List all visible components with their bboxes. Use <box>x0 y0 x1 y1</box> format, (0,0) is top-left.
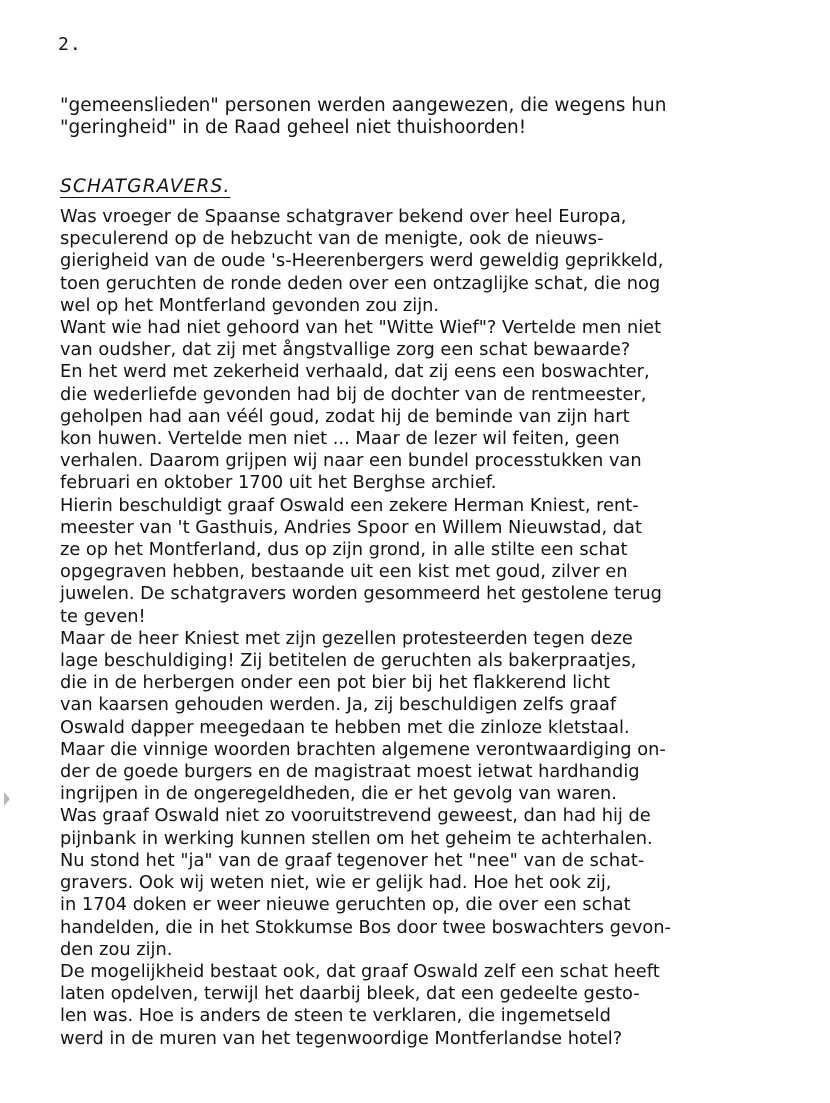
text-line: van oudsher, dat zij met ångstvallige zorg een schat bewaarde? <box>60 339 631 361</box>
intro-paragraph <box>60 95 800 139</box>
text-line: van kaarsen gehouden werden. Ja, zij beschuldigen zelfs graaf <box>60 694 617 716</box>
section-body <box>60 206 800 1050</box>
text-line: die wederliefde gevonden had bij de dochter van de rentmeester, <box>60 383 647 405</box>
text-line: De mogelijkheid bestaat ook, dat graaf Oswald zelf een schat heeft <box>60 960 660 982</box>
text-line: werd in de muren van het tegenwoordige Montferlandse hotel? <box>60 1027 623 1049</box>
text-line: ingrijpen in de ongeregeldheden, die er het gevolg van waren. <box>60 783 617 805</box>
text-line: lage beschuldiging! Zij betitelen de geruchten als bakerpraatjes, <box>60 650 637 672</box>
text-line: Oswald dapper meegedaan te hebben met die zinloze kletstaal. <box>60 716 630 738</box>
text-line: Hierin beschuldigt graaf Oswald een zekere Herman Kniest, rent- <box>60 494 639 516</box>
text-line: geholpen had aan véél goud, zodat hij de beminde van zijn hart <box>60 405 630 427</box>
text-line: "gemeenslieden" personen werden aangewezen, die wegens hun <box>60 95 667 116</box>
section-heading: SCHATGRAVERS. <box>60 176 231 197</box>
text-line: handelden, die in het Stokkumse Bos door twee boswachters gevon- <box>60 916 671 938</box>
text-line: kon huwen. Vertelde men niet ... Maar de lezer wil feiten, geen <box>60 428 620 450</box>
text-line: februari en oktober 1700 uit het Berghse archief. <box>60 472 497 494</box>
text-line: juwelen. De schatgravers worden gesommeerd het gestolene terug <box>60 583 662 605</box>
text-line: der de goede burgers en de magistraat moest ietwat hardhandig <box>60 761 640 783</box>
text-line: Nu stond het "ja" van de graaf tegenover het "nee" van de schat- <box>60 849 645 871</box>
text-line: in 1704 doken er weer nieuwe geruchten op, die over een schat <box>60 894 631 916</box>
text-line: wel op het Montferland gevonden zou zijn. <box>60 294 440 316</box>
text-line: die in de herbergen onder een pot bier bij het flakkerend licht <box>60 672 611 694</box>
text-line: Was graaf Oswald niet zo vooruitstrevend geweest, dan had hij de <box>60 805 651 827</box>
text-line: opgegraven hebben, bestaande uit een kist met goud, zilver en <box>60 561 628 583</box>
text-line: gravers. Ook wij weten niet, wie er gelijk had. Hoe het ook zij, <box>60 872 612 894</box>
text-line: len was. Hoe is anders de steen te verklaren, die ingemetseld <box>60 1005 611 1027</box>
text-line: den zou zijn. <box>60 938 173 960</box>
text-line: toen geruchten de ronde deden over een ontzaglijke schat, die nog <box>60 272 661 294</box>
text-line: gierigheid van de oude 's-Heerenbergers werd geweldig geprikkeld, <box>60 250 664 272</box>
text-line: Maar die vinnige woorden brachten algemene verontwaardiging on- <box>60 738 666 760</box>
text-line: verhalen. Daarom grijpen wij naar een bundel processtukken van <box>60 450 642 472</box>
text-line: speculerend op de hebzucht van de menigte, ook de nieuws- <box>60 228 604 250</box>
text-line: "geringheid" in de Raad geheel niet thuishoorden! <box>60 117 527 138</box>
margin-arrow-mark <box>4 792 10 806</box>
text-line: te geven! <box>60 605 146 627</box>
text-line: Maar de heer Kniest met zijn gezellen protesteerden tegen deze <box>60 627 633 649</box>
text-line: Was vroeger de Spaanse schatgraver bekend over heel Europa, <box>60 206 627 227</box>
text-line: ze op het Montferland, dus op zijn grond, in alle stilte een schat <box>60 539 628 561</box>
page-number: 2. <box>58 34 82 55</box>
text-line: laten opdelven, terwijl het daarbij bleek, dat een gedeelte gesto- <box>60 983 640 1005</box>
text-line: Want wie had niet gehoord van het "Witte Wief"? Vertelde men niet <box>60 317 662 339</box>
text-line: meester van 't Gasthuis, Andries Spoor en Willem Nieuwstad, dat <box>60 516 642 538</box>
text-line: pijnbank in werking kunnen stellen om het geheim te achterhalen. <box>60 827 653 849</box>
text-line: En het werd met zekerheid verhaald, dat zij eens een boswachter, <box>60 361 650 383</box>
